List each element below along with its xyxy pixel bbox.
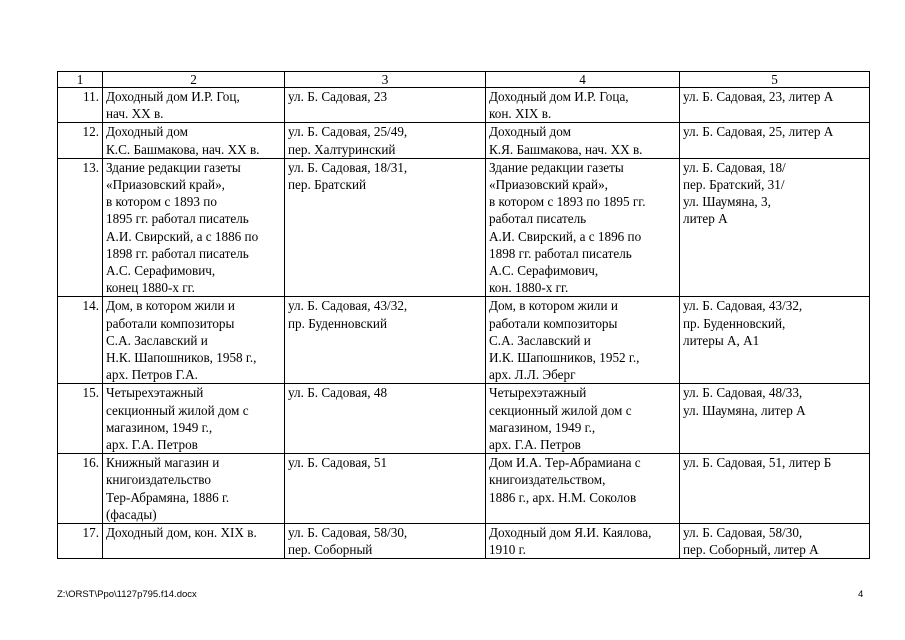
cell-line: книгоиздательство <box>106 472 212 488</box>
cell-line: пр. Буденновский, <box>683 315 786 331</box>
table-row <box>58 297 870 384</box>
cell-line: К.Я. Башмакова, нач. XX в. <box>489 141 643 157</box>
cell-line: арх. Г.А. Петров <box>489 437 581 453</box>
object-name-cell <box>103 88 285 123</box>
object-name-cell <box>103 454 285 524</box>
cell-line: ул. Б. Садовая, 58/30, <box>683 525 803 541</box>
row-number: 16. <box>58 454 103 524</box>
row-number: 14. <box>58 297 103 384</box>
object-name-cell <box>103 158 285 297</box>
cell-line: Дом И.А. Тер-Абрамиана с <box>489 455 641 471</box>
cell-line: Доходный дом И.Р. Гоца, <box>489 89 629 104</box>
cell-line: арх. Г.А. Петров <box>106 437 198 453</box>
cell-line: в котором с 1893 по 1895 гг. <box>489 194 646 210</box>
address-new-cell <box>680 297 870 384</box>
row-number: 13. <box>58 158 103 297</box>
cell-line: арх. Л.Л. Эберг <box>489 367 576 383</box>
cell-line: ул. Б. Садовая, 48/33, <box>683 385 803 401</box>
address-new-cell <box>680 454 870 524</box>
object-name-cell <box>103 123 285 158</box>
cell-line: в котором с 1893 по <box>106 194 217 210</box>
cell-line: 1898 гг. работал писатель <box>106 245 249 261</box>
address-new-cell <box>680 384 870 454</box>
address-cell <box>285 384 486 454</box>
cell-line: Доходный дом, кон. XIX в. <box>106 525 257 541</box>
cell-line: пер. Братский, 31/ <box>683 177 785 193</box>
cell-line: работали композиторы <box>489 315 618 331</box>
header-col-5: 5 <box>680 72 870 88</box>
cell-line: магазином, 1949 г., <box>106 419 213 435</box>
address-cell <box>285 297 486 384</box>
address-new-cell <box>680 123 870 158</box>
cell-line: ул. Б. Садовая, 23 <box>288 89 388 104</box>
table-row <box>58 384 870 454</box>
object-name-new-cell <box>486 297 680 384</box>
object-name-new-cell <box>486 454 680 524</box>
cell-line: Тер-Абрамяна, 1886 г. <box>106 489 230 505</box>
header-row <box>58 72 870 88</box>
header-col-4: 4 <box>486 72 680 88</box>
object-name-cell <box>103 297 285 384</box>
address-cell <box>285 454 486 524</box>
cell-line: ул. Б. Садовая, 23, литер А <box>683 89 834 104</box>
object-name-new-cell <box>486 524 680 559</box>
table-row <box>58 454 870 524</box>
address-new-cell <box>680 88 870 123</box>
cell-line: кон. XIX в. <box>489 106 552 122</box>
cell-line: «Приазовский край», <box>489 177 608 193</box>
table-row <box>58 524 870 559</box>
cell-line: литер А <box>683 211 728 227</box>
cell-line: Здание редакции газеты <box>106 159 241 175</box>
table-row <box>58 123 870 158</box>
header-col-2: 2 <box>103 72 285 88</box>
address-new-cell <box>680 524 870 559</box>
cell-line: секционный жилой дом с <box>489 402 632 418</box>
cell-line: пер. Братский <box>288 177 367 193</box>
cell-line: пер. Соборный, литер А <box>683 542 819 558</box>
cell-line: С.А. Заславский и <box>489 332 591 348</box>
address-cell <box>285 123 486 158</box>
object-name-new-cell <box>486 384 680 454</box>
cell-line: ул. Б. Садовая, 25/49, <box>288 124 408 140</box>
cell-line: Доходный дом Я.И. Каялова, <box>489 525 652 541</box>
address-cell <box>285 158 486 297</box>
cell-line: работали композиторы <box>106 315 235 331</box>
table-body <box>58 88 870 559</box>
cell-line: Доходный дом И.Р. Гоц, <box>106 89 240 104</box>
cell-line: ул. Б. Садовая, 58/30, <box>288 525 408 541</box>
cell-line: А.И. Свирский, а с 1896 по <box>489 228 642 244</box>
cell-line: 1898 гг. работал писатель <box>489 245 632 261</box>
cell-line: ул. Б. Садовая, 18/31, <box>288 159 408 175</box>
object-name-cell <box>103 524 285 559</box>
address-new-cell <box>680 158 870 297</box>
address-cell <box>285 524 486 559</box>
table-row <box>58 158 870 297</box>
cell-line: 1895 гг. работал писатель <box>106 211 249 227</box>
cell-line: кон. 1880-х гг. <box>489 280 569 296</box>
cell-line: С.А. Заславский и <box>106 332 208 348</box>
object-name-new-cell <box>486 158 680 297</box>
cell-line: ул. Б. Садовая, 51 <box>288 455 388 471</box>
cell-line: «Приазовский край», <box>106 177 225 193</box>
cell-line: ул. Б. Садовая, 18/ <box>683 159 786 175</box>
cell-line: ул. Шаумяна, 3, <box>683 194 771 210</box>
cell-line: 1910 г. <box>489 542 526 558</box>
header-col-3: 3 <box>285 72 486 88</box>
cell-line: 1886 г., арх. Н.М. Соколов <box>489 489 637 505</box>
cell-line: нач. XX в. <box>106 106 164 122</box>
cell-line: Четырехэтажный <box>489 385 587 401</box>
object-name-new-cell <box>486 88 680 123</box>
cell-line: книгоиздательством, <box>489 472 606 488</box>
cell-line: И.К. Шапошников, 1952 г., <box>489 350 640 366</box>
cell-line: работал писатель <box>489 211 587 227</box>
cell-line: (фасады) <box>106 506 157 522</box>
row-number: 15. <box>58 384 103 454</box>
cell-line: Здание редакции газеты <box>489 159 624 175</box>
cell-line: К.С. Башмакова, нач. XX в. <box>106 141 260 157</box>
cell-line: секционный жилой дом с <box>106 402 249 418</box>
cell-line: А.С. Серафимович, <box>106 263 216 279</box>
cell-line: ул. Б. Садовая, 48 <box>288 385 388 401</box>
table-row <box>58 88 870 123</box>
cell-line: Дом, в котором жили и <box>106 298 235 314</box>
cell-line: пер. Соборный <box>288 542 373 558</box>
cell-line: ул. Б. Садовая, 25, литер А <box>683 124 834 140</box>
cell-line: ул. Б. Садовая, 51, литер Б <box>683 455 832 471</box>
cell-line: Доходный дом <box>489 124 571 140</box>
object-name-cell <box>103 384 285 454</box>
cell-line: ул. Б. Садовая, 43/32, <box>683 298 803 314</box>
row-number: 11. <box>58 88 103 123</box>
cell-line: пр. Буденновский <box>288 315 388 331</box>
row-number: 17. <box>58 524 103 559</box>
cell-line: ул. Б. Садовая, 43/32, <box>288 298 408 314</box>
cell-line: Н.К. Шапошников, 1958 г., <box>106 350 257 366</box>
cell-line: А.И. Свирский, а с 1886 по <box>106 228 259 244</box>
cell-line: ул. Шаумяна, литер А <box>683 402 806 418</box>
footer-file-path: Z:\ORST\Ppo\1127p795.f14.docx <box>57 589 197 600</box>
cell-line: А.С. Серафимович, <box>489 263 599 279</box>
cell-line: Дом, в котором жили и <box>489 298 618 314</box>
cell-line: магазином, 1949 г., <box>489 419 596 435</box>
row-number: 12. <box>58 123 103 158</box>
cell-line: арх. Петров Г.А. <box>106 367 198 383</box>
cell-line: Доходный дом <box>106 124 188 140</box>
cell-line: пер. Халтуринский <box>288 141 396 157</box>
cell-line: конец 1880-х гг. <box>106 280 195 296</box>
address-cell <box>285 88 486 123</box>
footer-page-number: 4 <box>858 589 864 600</box>
cell-line: Книжный магазин и <box>106 455 220 471</box>
object-name-new-cell <box>486 123 680 158</box>
cell-line: Четырехэтажный <box>106 385 204 401</box>
cell-line: литеры А, А1 <box>683 332 760 348</box>
register-table <box>57 71 870 559</box>
header-col-1: 1 <box>58 72 103 88</box>
